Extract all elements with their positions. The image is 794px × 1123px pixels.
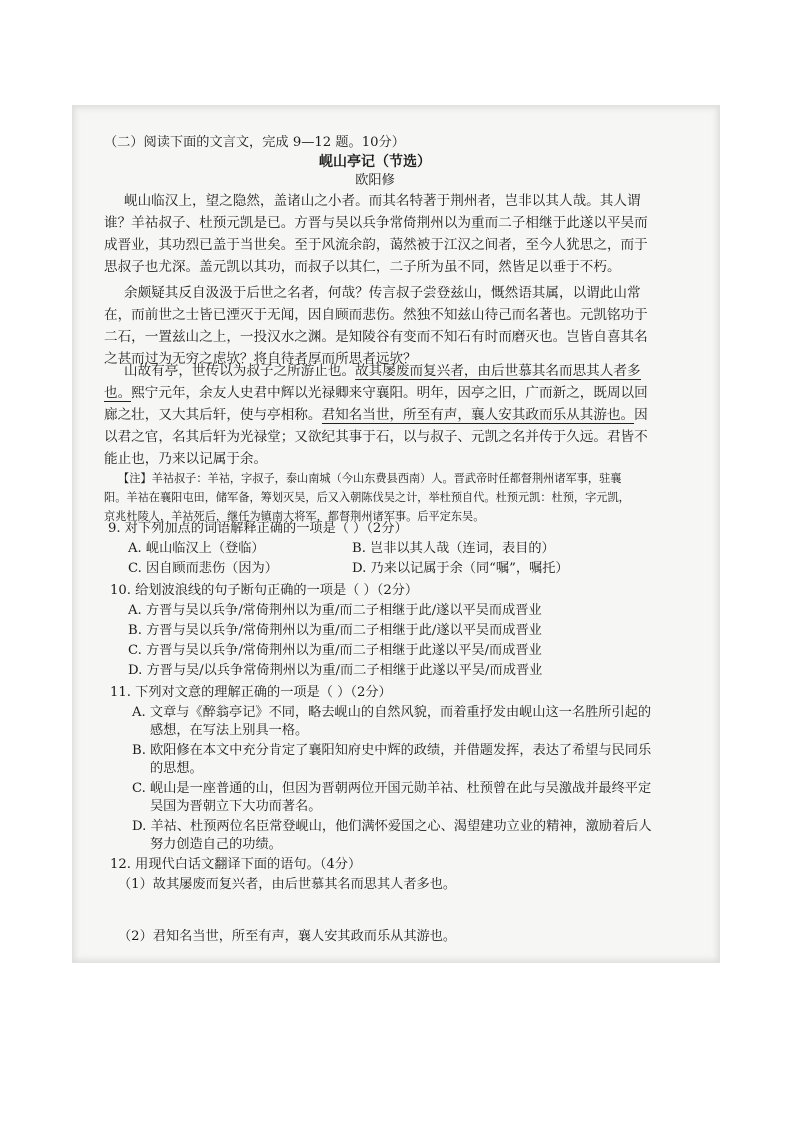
question-9-option-a: A. 岘山临汉上（登临） — [128, 541, 265, 556]
question-10-stem: 10. 给划波浪线的句子断句正确的一项是（ ）（2分） — [110, 583, 419, 598]
question-11-option-c: C. 岘山是一座普通的山，但因为晋朝两位开国元勋羊祜、杜预曾在此与吴激战并最终平定 — [132, 781, 652, 796]
question-11-option-c-cont: 吴国为晋朝立下大功而著名。 — [150, 799, 322, 814]
question-11-option-d: D. 羊祜、杜预两位名臣常登岘山，他们满怀爱国之心、渴望建功立业的精神，激励着后人 — [132, 819, 652, 834]
underlined-sentence: 故其屡废而复兴者，由后世慕其名而思其人者多 — [355, 363, 641, 379]
annotation-note: 【注】羊祜叔子：羊祜，字叔子，泰山南城（今山东费县西南）人。晋武帝时任都督荆州诸军事，驻襄 — [118, 472, 622, 485]
question-9-stem: 9. 对下列加点的词语解释正确的一项是（ ）（2分） — [108, 521, 408, 536]
passage-title: 岘山亭记（节选） — [319, 154, 431, 170]
passage-author: 欧阳修 — [355, 173, 395, 188]
passage-line — [104, 384, 648, 402]
passage-line: 之甚而过为无穷之虑欤？将自待者厚而所思者远欤？ — [104, 351, 417, 367]
underlined-sentence: 君知名当世，所至有声，襄人安其政而乐从其游也。 — [321, 407, 635, 423]
passage-line: 二石，一置兹山之上，一投汉水之渊。是知陵谷有变而不知石有时而磨灭也。岂皆自喜其名 — [104, 329, 648, 345]
question-10-option-c: C. 方晋与吴以兵争/常倚荆州以为重/而二子相继于此遂以平吴/而成晋业 — [128, 643, 542, 658]
question-9-option-d: D. 乃来以记属于余（同“嘱”，嘱托） — [352, 561, 569, 576]
question-11-stem: 11. 下列对文意的理解正确的一项是（ ）（2分） — [110, 685, 392, 700]
question-12-sentence-1: （1）故其屡废而复兴者，由后世慕其名而思其人者多也。 — [118, 877, 457, 892]
passage-line — [104, 406, 648, 424]
question-10-option-a: A. 方晋与吴以兵争/常倚荆州以为重/而二子相继于此/遂以平吴而成晋业 — [128, 603, 542, 618]
question-11-option-b-cont: 的思想。 — [150, 761, 203, 776]
passage-line: 思叔子也尤深。盖元凯以其功，而叔子以其仁，二子所为虽不同，然皆足以垂于不朽。 — [104, 259, 621, 275]
question-10-option-d: D. 方晋与吴/以兵争常倚荆州以为重/而二子相继于此遂以平吴/而成晋业 — [128, 663, 543, 678]
question-12-sentence-2: （2）君知名当世，所至有声，襄人安其政而乐从其游也。 — [118, 929, 457, 944]
annotation-note: 京兆杜陵人，羊祜死后，继任为镇南大将军，都督荆州诸军事。后平定东吴。 — [104, 510, 485, 523]
underlined-sentence: 也。 — [104, 385, 132, 401]
question-12-stem: 12. 用现代白话文翻译下面的语句。（4分） — [110, 857, 362, 872]
question-11-option-b: B. 欧阳修在本文中充分肯定了襄阳知府史中辉的政绩，并借题发挥，表达了希望与民同乐 — [132, 743, 652, 758]
passage-line: 成晋业，其功烈已盖于当世矣。至于风流余韵，蔼然被于江汉之间者，至今人犹思之，而于 — [104, 237, 648, 253]
passage-line: 在，而前世之士皆已湮灭于无闻，因自顾而悲伤。然独不知兹山待己而名著也。元凯铭功于 — [104, 307, 648, 323]
question-11-option-a-cont: 感想，在写法上别具一格。 — [150, 723, 309, 738]
passage-text: 因 — [634, 407, 648, 423]
passage-line: 岘山临汉上，望之隐然，盖诸山之小者。而其名特著于荆州者，岂非以其人哉。其人谓 — [124, 193, 641, 209]
passage-line: 谁？羊祜叔子、杜预元凯是已。方晋与吴以兵争常倚荆州以为重而二子相继于此遂以平吴而 — [104, 215, 648, 231]
passage-line: 余颇疑其反自汲汲于后世之名者，何哉？传言叔子尝登兹山，慨然语其属，以谓此山常 — [124, 285, 641, 301]
question-10-option-b: B. 方晋与吴以兵争/常倚荆州以为重/而二子相继于此/遂以平吴而成晋业 — [128, 623, 542, 638]
section-header: （二）阅读下面的文言文，完成 9—12 题。10分） — [104, 135, 405, 150]
question-11-option-d-cont: 努力创造自己的功绩。 — [150, 837, 282, 852]
question-9-option-c: C. 因自顾而悲伤（因为） — [128, 561, 278, 576]
question-9-option-b: B. 岂非以其人哉（连词，表目的） — [352, 541, 555, 556]
passage-text: 山故有亭，世传以为叔子之所游止也。 — [124, 363, 356, 379]
passage-text: 廊之壮，又大其后轩，使与亭相称。 — [104, 407, 322, 423]
question-11-option-a: A. 文章与《醉翁亭记》不同，略去岘山的自然风貌，而着重抒发由岘山这一名胜所引起的 — [132, 705, 652, 720]
passage-line: 能止也，乃来以记属于余。 — [104, 451, 268, 467]
passage-line — [124, 362, 641, 380]
annotation-note: 阳。羊祜在襄阳屯田，储军备，筹划灭吴，后又入朝陈伐吴之计，举杜预自代。杜预元凯：杜预，字元凯， — [104, 491, 630, 504]
passage-text: 熙宁元年，余友人史君中辉以光禄卿来守襄阳。明年，因亭之旧，广而新之，既周以回 — [131, 385, 648, 401]
passage-line: 以君之官，名其后轩为光禄堂；又欲纪其事于石，以与叔子、元凯之名并传于久远。君皆不 — [104, 429, 648, 445]
